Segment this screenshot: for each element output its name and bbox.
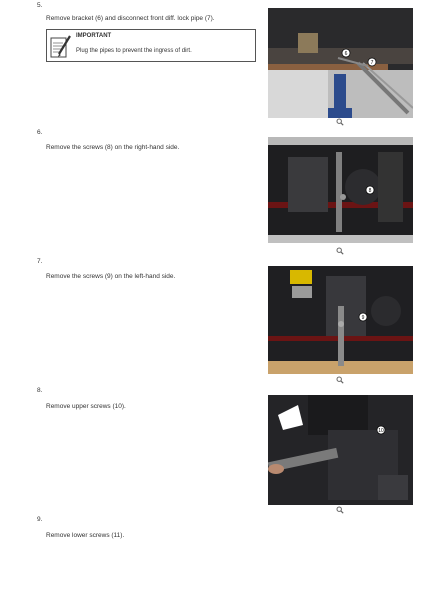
note-text: Plug the pipes to prevent the ingress of dirt. xyxy=(76,48,192,54)
magnifier-icon[interactable] xyxy=(336,247,344,255)
callout-10-label: 10 xyxy=(378,428,384,434)
step-6-number: 6. xyxy=(37,129,43,136)
important-note xyxy=(46,29,256,62)
step-7-photo xyxy=(268,266,413,374)
step-8-number: 8. xyxy=(37,387,43,394)
step-6-photo xyxy=(268,137,413,243)
magnifier-icon[interactable] xyxy=(336,118,344,126)
callout-7-label: 7 xyxy=(370,60,374,66)
callout-9-label: 9 xyxy=(361,315,365,321)
step-7-number: 7. xyxy=(37,258,43,265)
step-9-instruction: Remove lower screws (11). xyxy=(46,532,125,539)
step-8-instruction: Remove upper screws (10). xyxy=(46,403,126,410)
magnifier-icon[interactable] xyxy=(336,506,344,514)
step-5-photo xyxy=(268,8,413,118)
step-5-instruction: Remove bracket (6) and disconnect front diff. lock pipe (7). xyxy=(46,15,215,22)
note-title: IMPORTANT xyxy=(76,33,112,39)
callout-8-label: 8 xyxy=(368,188,372,194)
magnifier-icon[interactable] xyxy=(336,376,344,384)
step-8-photo xyxy=(268,395,413,505)
step-9-number: 9. xyxy=(37,516,43,523)
callout-6-label: 6 xyxy=(344,51,348,57)
step-7-instruction: Remove the screws (9) on the left-hand side. xyxy=(46,273,176,280)
step-6-instruction: Remove the screws (8) on the right-hand side. xyxy=(46,144,180,151)
step-5-number: 5. xyxy=(37,2,43,9)
notepad-pencil-icon xyxy=(50,33,72,59)
